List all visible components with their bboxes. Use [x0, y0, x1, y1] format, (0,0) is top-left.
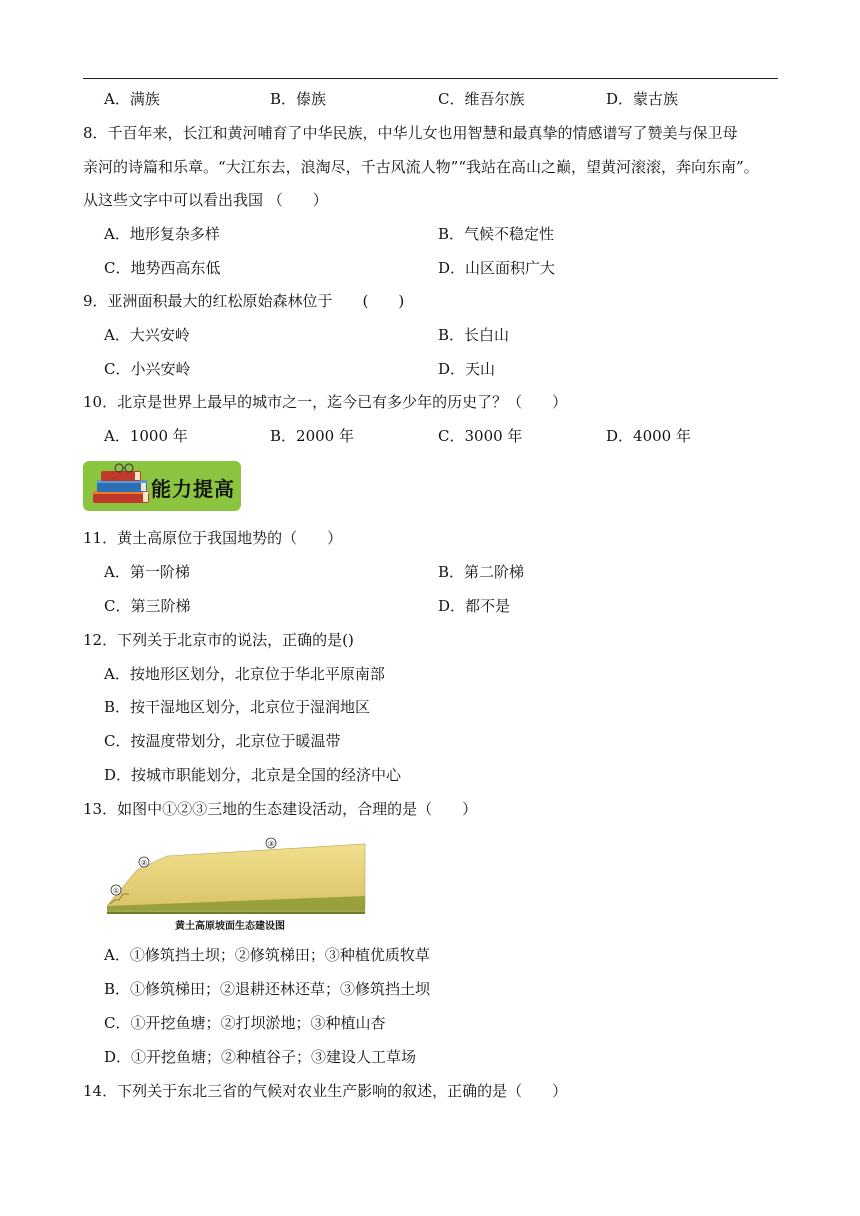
- q9-option-a[interactable]: A．大兴安岭: [104, 326, 190, 344]
- q8-option-c[interactable]: C．地势西高东低: [104, 259, 221, 277]
- q11-option-b[interactable]: B．第二阶梯: [438, 563, 525, 581]
- q9-option-b[interactable]: B．长白山: [438, 326, 510, 344]
- q11-option-c[interactable]: C．第三阶梯: [104, 597, 191, 615]
- section-title: 能力提高: [151, 477, 235, 501]
- q7-option-d[interactable]: D．蒙古族: [606, 90, 679, 108]
- q11-option-d[interactable]: D．都不是: [438, 597, 511, 615]
- q7-option-b[interactable]: B．傣族: [270, 90, 327, 108]
- figure-caption: 黄土高原坡面生态建设图: [175, 921, 285, 932]
- q8-stem-line-2: 亲河的诗篇和乐章。“大江东去，浪淘尽，千古风流人物”“我站在高山之巅，望黄河滚滚，奔向东南”。: [83, 158, 759, 176]
- q13-option-c[interactable]: C．①开挖鱼塘；②打坝淤地；③种植山杏: [104, 1014, 386, 1032]
- q8-option-b[interactable]: B．气候不稳定性: [438, 225, 555, 243]
- q8-stem-line-1: 8．千百年来，长江和黄河哺育了中华民族，中华儿女也用智慧和最真挚的情感谱写了赞美与保卫母: [83, 124, 738, 142]
- q12-option-d[interactable]: D．按城市职能划分，北京是全国的经济中心: [104, 766, 402, 784]
- q8-option-d[interactable]: D．山区面积广大: [438, 259, 556, 277]
- q12-option-a[interactable]: A．按地形区划分，北京位于华北平原南部: [104, 665, 385, 683]
- q11-stem: 11．黄土高原位于我国地势的（ ）: [83, 529, 343, 547]
- marker-2: ②: [140, 859, 148, 867]
- q9-option-c[interactable]: C．小兴安岭: [104, 360, 191, 378]
- q13-option-a[interactable]: A．①修筑挡土坝；②修筑梯田；③种植优质牧草: [104, 946, 430, 964]
- q10-option-b[interactable]: B．2000 年: [270, 427, 354, 445]
- section-badge: [83, 461, 241, 511]
- q8-stem-line-3: 从这些文字中可以看出我国 （ ）: [83, 191, 328, 209]
- q10-stem: 10．北京是世界上最早的城市之一，迄今已有多少年的历史了？（ ）: [83, 393, 568, 411]
- q12-option-b[interactable]: B．按干湿地区划分，北京位于湿润地区: [104, 698, 371, 716]
- q12-option-c[interactable]: C．按温度带划分，北京位于暖温带: [104, 732, 341, 750]
- q8-option-a[interactable]: A．地形复杂多样: [104, 225, 220, 243]
- q12-stem: 12．下列关于北京市的说法，正确的是(): [83, 631, 354, 649]
- q9-option-d[interactable]: D．天山: [438, 360, 496, 378]
- q10-option-a[interactable]: A．1000 年: [104, 427, 188, 445]
- q13-option-b[interactable]: B．①修筑梯田；②退耕还林还草；③修筑挡土坝: [104, 980, 431, 998]
- q7-option-c[interactable]: C．维吾尔族: [438, 90, 525, 108]
- q7-option-a[interactable]: A．满族: [104, 90, 160, 108]
- q11-option-a[interactable]: A．第一阶梯: [104, 563, 190, 581]
- q13-option-d[interactable]: D．①开挖鱼塘；②种植谷子；③建设人工草场: [104, 1048, 417, 1066]
- marker-1: ①: [112, 887, 120, 895]
- marker-3: ③: [267, 840, 275, 848]
- q10-option-d[interactable]: D．4000 年: [606, 427, 691, 445]
- q14-stem: 14．下列关于东北三省的气候对农业生产影响的叙述，正确的是（ ）: [83, 1082, 568, 1100]
- q10-option-c[interactable]: C．3000 年: [438, 427, 523, 445]
- header-rule: [83, 78, 778, 79]
- q9-stem: 9．亚洲面积最大的红松原始森林位于 ( ): [83, 292, 405, 310]
- q13-stem: 13．如图中①②③三地的生态建设活动，合理的是（ ）: [83, 800, 478, 818]
